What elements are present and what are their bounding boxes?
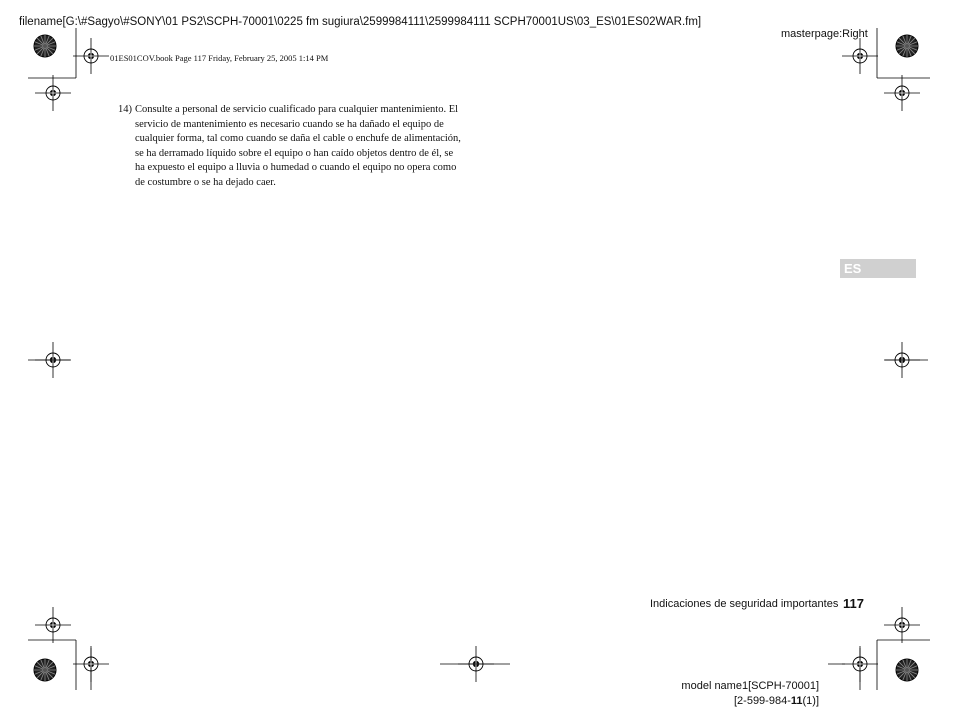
registration-mark-icon — [35, 607, 71, 643]
registration-mark-icon — [73, 38, 109, 74]
language-tab-label: ES — [844, 261, 862, 276]
part-number-prefix: [2-599-984- — [733, 695, 791, 707]
filename-header: filename[G:\#Sagyo\#SONY\01 PS2\SCPH-70001\0225 fm sugiura\2599984111\2599984111 SCPH70001US\03_ES\01ES02WAR.fm] — [19, 16, 702, 28]
color-wheel-icon — [34, 659, 56, 681]
registration-mark-icon — [842, 38, 878, 74]
color-wheel-icon — [34, 35, 56, 57]
part-number-bold: 11 — [790, 695, 803, 707]
book-info: 01ES01COV.book Page 117 Friday, February 25, 2005 1:14 PM — [110, 53, 329, 63]
registration-mark-icon — [35, 75, 71, 111]
color-wheel-icon — [896, 659, 918, 681]
page-number: 117 — [843, 596, 864, 611]
section-title: Indicaciones de seguridad importantes — [650, 598, 839, 610]
color-wheel-icon — [896, 35, 918, 57]
masterpage-label: masterpage:Right — [781, 28, 868, 40]
registration-mark-icon — [884, 75, 920, 111]
registration-mark-icon — [842, 646, 878, 682]
registration-mark-icon — [73, 646, 109, 682]
registration-mark-icon — [884, 607, 920, 643]
model-name: model name1[SCPH-70001] — [681, 680, 819, 692]
item-number: 14) — [118, 104, 132, 115]
part-number-suffix: (1)] — [802, 695, 819, 707]
item-text: Consulte a personal de servicio cualificado para cualquier mantenimiento. El servicio de mantenimiento es necesario cuando se ha dañado el equipo de cualquier forma, tal como cuando se daña el cable o enchufe de alimentación, se ha derramado líquido sobre el equipo o han caído objetos dentro de él, se ha expuesto el equipo a lluvia o humedad o cuando el equipo no opera como de costumbre o se ha dejado caer. — [135, 104, 461, 188]
